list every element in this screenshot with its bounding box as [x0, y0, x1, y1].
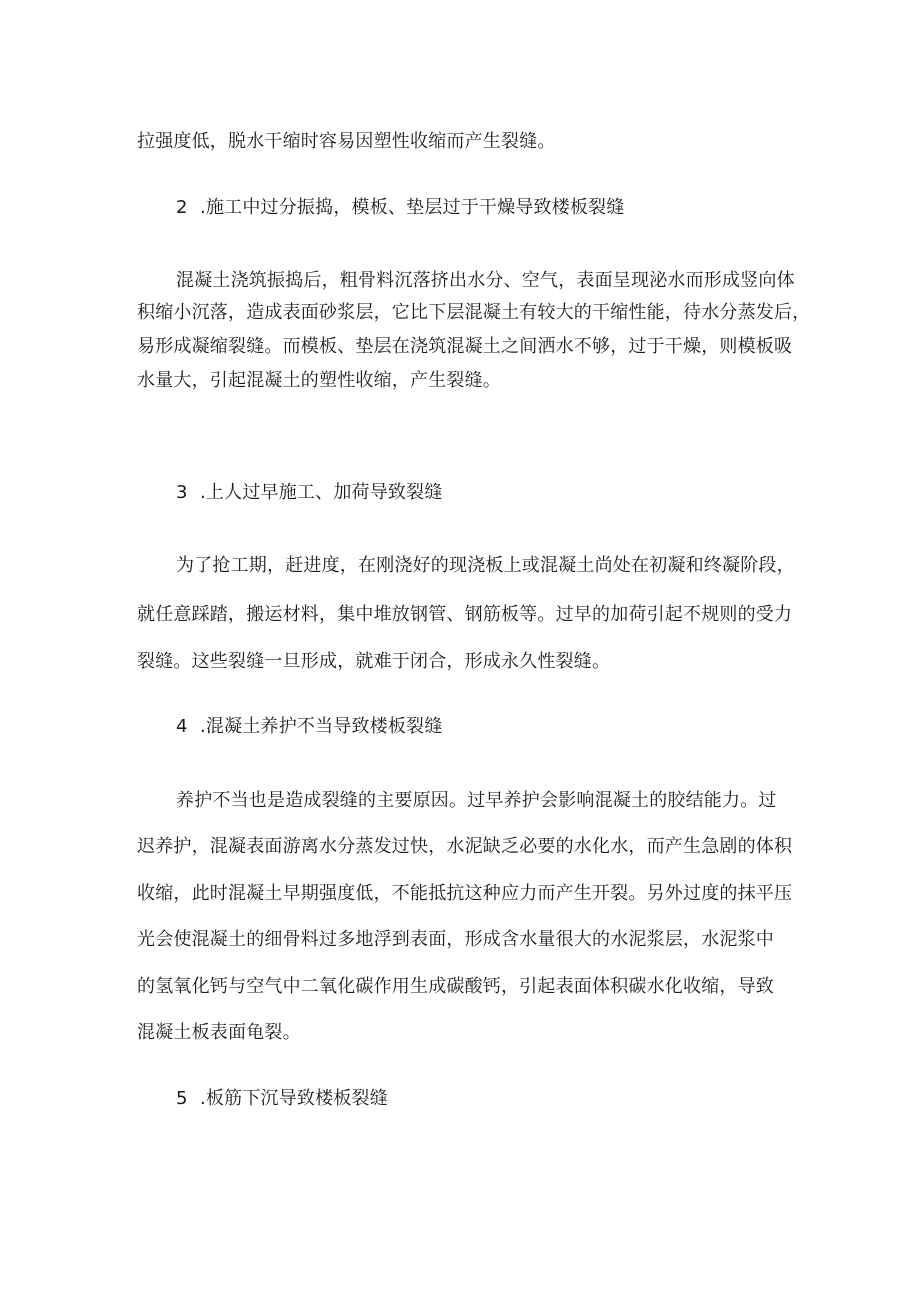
paragraph-line: 混凝土浇筑振捣后，粗骨料沉落挤出水分、空气，表面呈现泌水而形成竖向体	[176, 270, 795, 291]
paragraph-line: 收缩，此时混凝土早期强度低，不能抵抗这种应力而产生开裂。另外过度的抹平压	[137, 883, 793, 904]
paragraph-line: 易形成凝缩裂缝。而模板、垫层在浇筑混凝土之间洒水不够，过于干燥，则模板吸	[137, 336, 793, 357]
paragraph-line: 的氢氧化钙与空气中二氧化碳作用生成碳酸钙，引起表面体积碳水化收缩，导致	[137, 976, 774, 997]
paragraph-line: 拉强度低，脱水干缩时容易因塑性收缩而产生裂缝。	[137, 131, 556, 152]
section-number: 5	[176, 1088, 188, 1109]
section-heading-5	[176, 1090, 388, 1108]
paragraph-line: 水量大，引起混凝土的塑性收缩，产生裂缝。	[137, 370, 501, 391]
section-number: 4	[176, 716, 188, 737]
paragraph-line: 积缩小沉落，造成表面砂浆层，它比下层混凝土有较大的干缩性能，待水分蒸发后，	[137, 302, 811, 323]
section-title: .施工中过分振捣，模板、垫层过于干燥导致楼板裂缝	[200, 197, 625, 218]
section-title: .混凝土养护不当导致楼板裂缝	[200, 716, 443, 737]
paragraph-line: 迟养护，混凝表面游离水分蒸发过快，水泥缺乏必要的水化水，而产生急剧的体积	[137, 836, 793, 857]
paragraph-line: 光会使混凝土的细骨料过多地浮到表面，形成含水量很大的水泥浆层，水泥浆中	[137, 929, 774, 950]
section-number: 3	[176, 482, 188, 503]
section-number: 2	[176, 197, 188, 218]
paragraph-line: 裂缝。这些裂缝一旦形成，就难于闭合，形成永久性裂缝。	[137, 651, 611, 672]
paragraph-line: 养护不当也是造成裂缝的主要原因。过早养护会影响混凝土的胶结能力。过	[176, 790, 777, 811]
paragraph-line: 混凝土板表面龟裂。	[137, 1022, 301, 1043]
paragraph-line: 为了抢工期，赶进度，在刚浇好的现浇板上或混凝土尚处在初凝和终凝阶段，	[176, 555, 795, 576]
section-heading-3	[176, 484, 443, 502]
section-title: .板筋下沉导致楼板裂缝	[200, 1088, 388, 1109]
paragraph-line: 就任意踩踏，搬运材料，集中堆放钢管、钢筋板等。过早的加荷引起不规则的受力	[137, 604, 793, 625]
section-heading-2	[176, 199, 625, 217]
section-title: .上人过早施工、加荷导致裂缝	[200, 482, 443, 503]
section-heading-4	[176, 718, 443, 736]
